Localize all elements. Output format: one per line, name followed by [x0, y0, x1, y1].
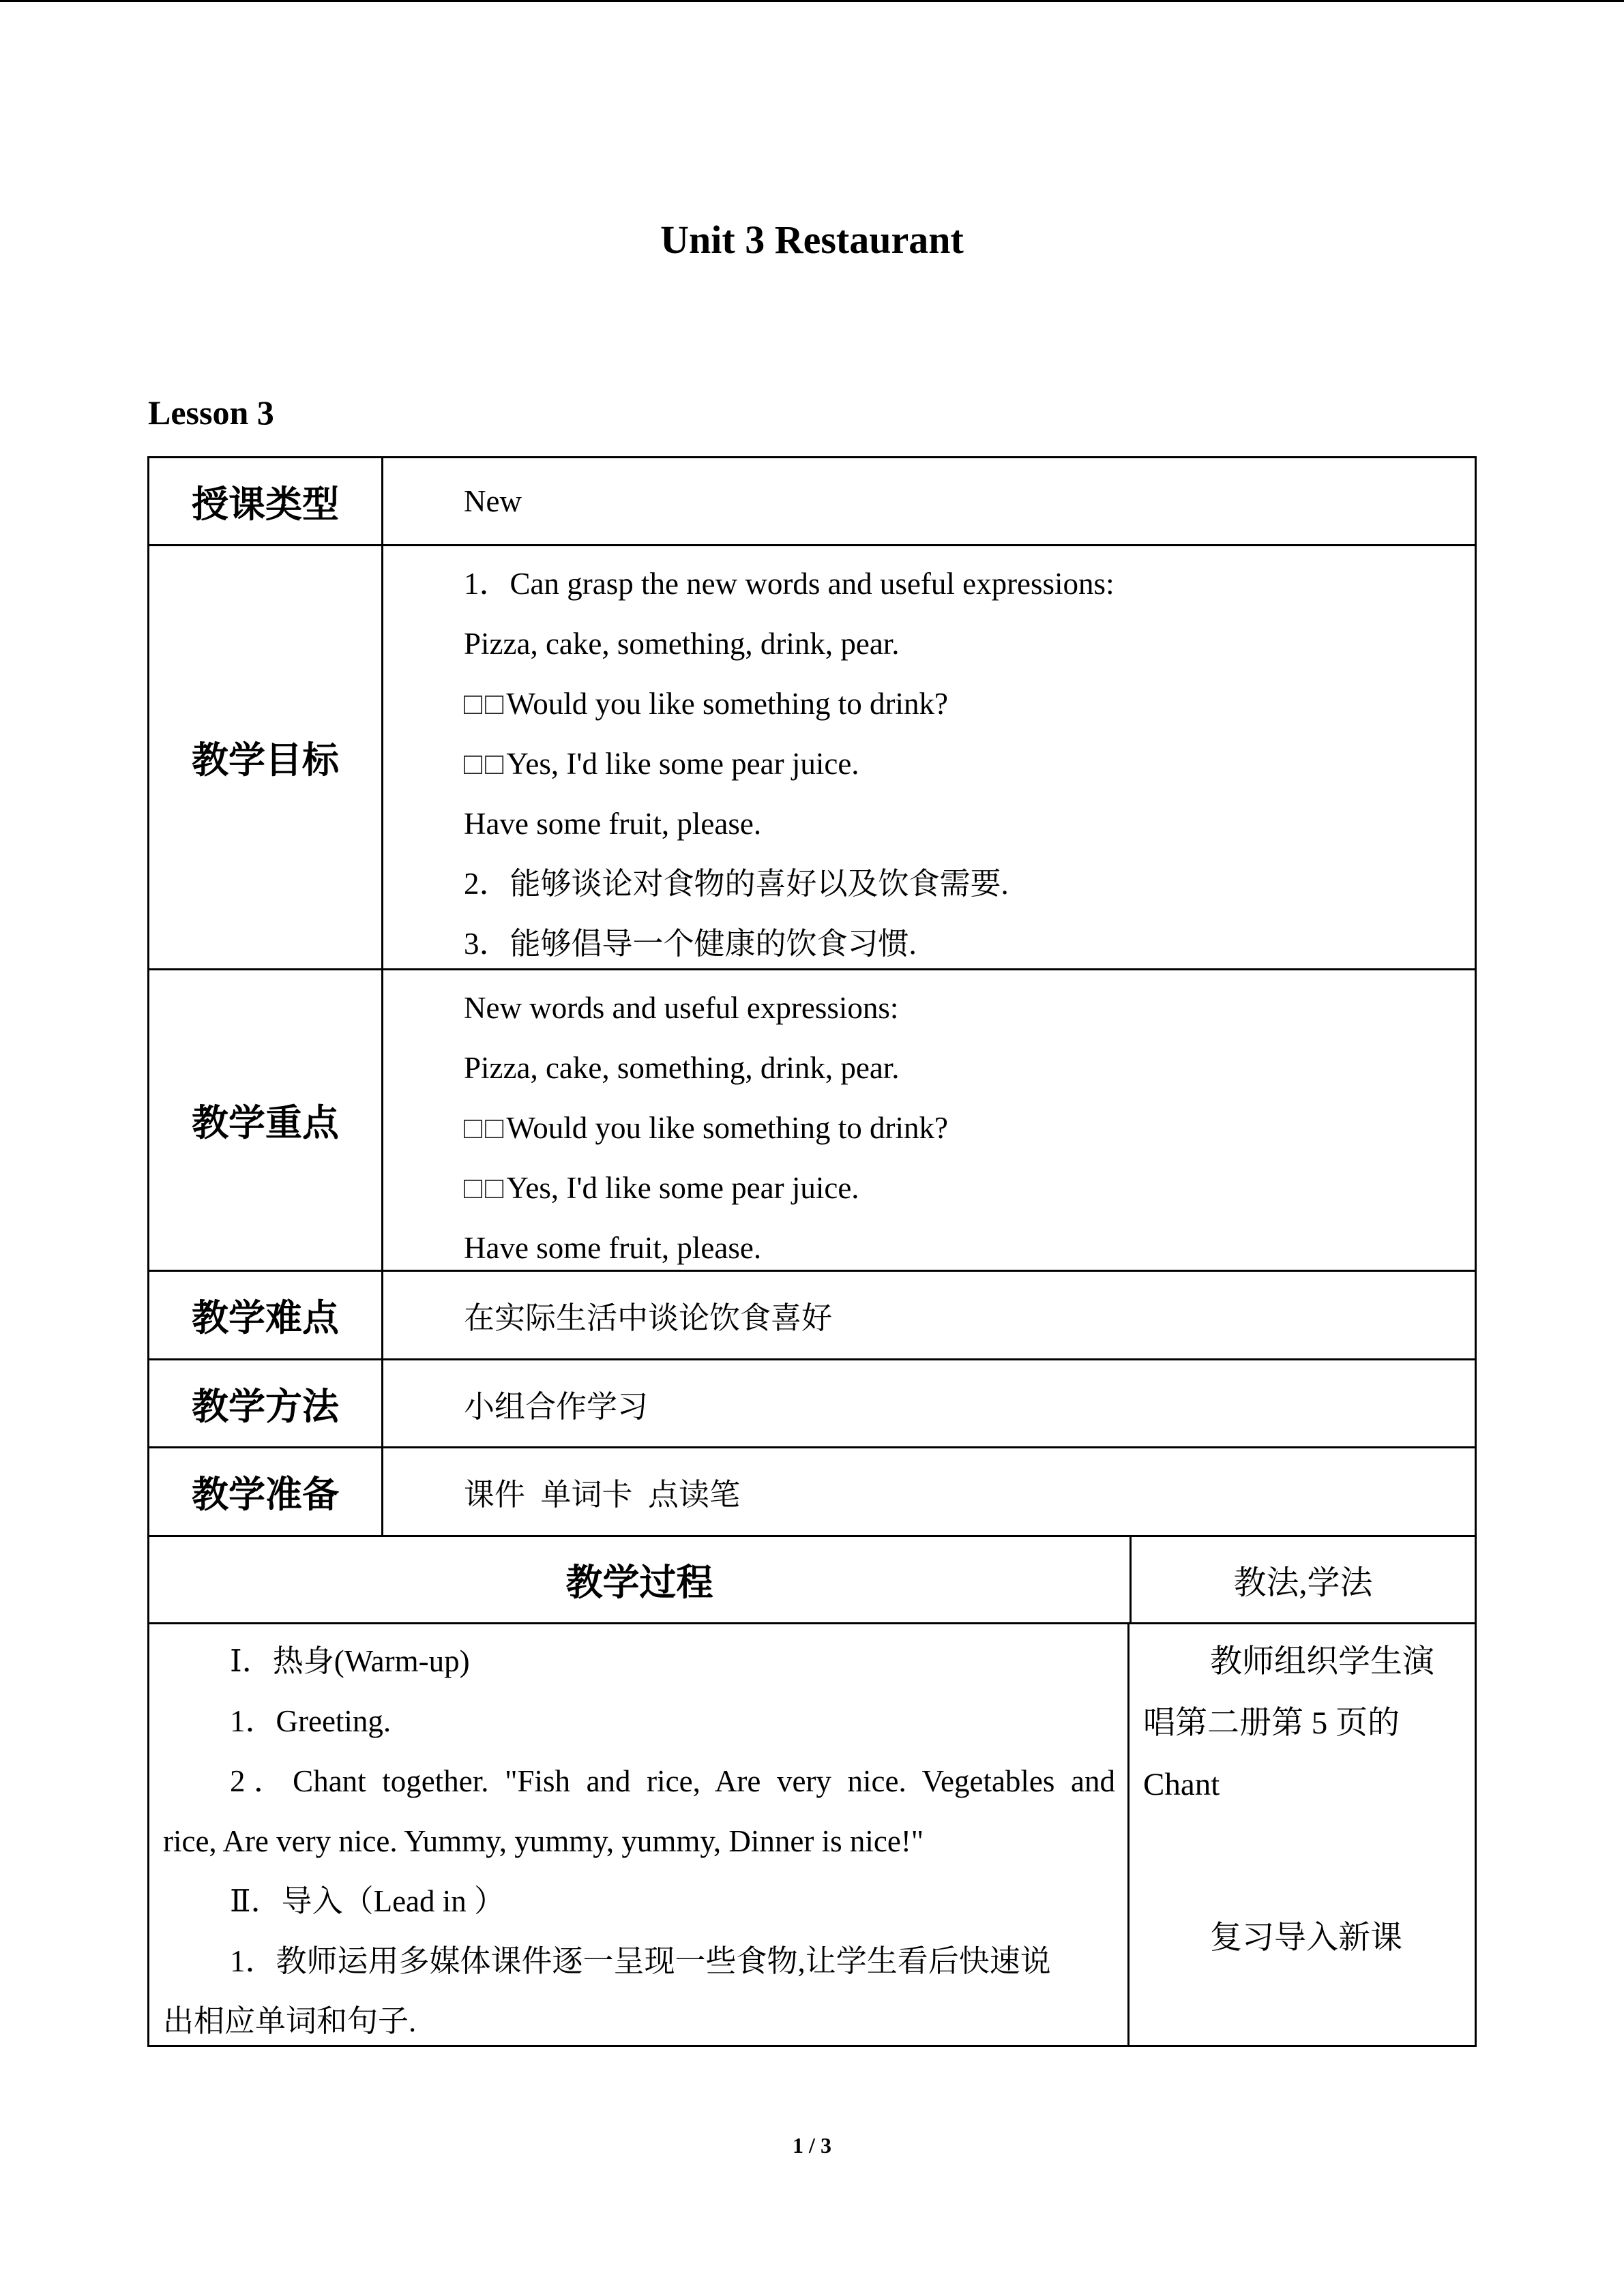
row-key-points — [149, 968, 1475, 1270]
process-line: 1．教师运用多媒体课件逐一呈现一些食物,让学生看后快速说 — [230, 1944, 1051, 1978]
row-label: 授课类型 — [149, 458, 383, 544]
objective-line: 3．能够倡导一个健康的饮食习惯. — [464, 927, 917, 961]
key-point-line: New words and useful expressions: — [464, 991, 899, 1025]
page-number: 1 / 3 — [793, 2133, 831, 2158]
process-content — [149, 1624, 1130, 2045]
row-preparation — [149, 1446, 1475, 1535]
row-process-header — [149, 1535, 1475, 1622]
objective-line: Have some fruit, please. — [464, 807, 762, 841]
method-note: 复习导入新课 — [1210, 1920, 1402, 1956]
method-notes — [1130, 1624, 1475, 2045]
placeholder-box-icon: □□ — [464, 687, 507, 721]
row-label: 教学重点 — [149, 970, 383, 1270]
method-header: 教法,学法 — [1233, 1565, 1373, 1601]
row-value — [383, 970, 1475, 1270]
objective-line: 1．Can grasp the new words and useful expressions: — [464, 567, 1114, 601]
row-value — [383, 546, 1475, 968]
row-value: 小组合作学习 — [464, 1389, 649, 1424]
method-note: 教师组织学生演 — [1210, 1644, 1434, 1680]
row-lesson-type — [149, 458, 1475, 544]
lesson-heading: Lesson 3 — [148, 393, 274, 432]
row-value: 在实际生活中谈论饮食喜好 — [464, 1301, 833, 1335]
row-objectives — [149, 544, 1475, 968]
row-method — [149, 1358, 1475, 1446]
row-process-body — [149, 1622, 1475, 2045]
placeholder-box-icon: □□ — [464, 1111, 507, 1145]
row-difficulties — [149, 1270, 1475, 1358]
process-line: 1．Greeting. — [230, 1704, 392, 1738]
key-point-line: □□Yes, I'd like some pear juice. — [464, 1171, 859, 1205]
row-value: New — [464, 484, 522, 518]
placeholder-box-icon: □□ — [464, 747, 507, 781]
objective-line: □□Would you like something to drink? — [464, 687, 948, 721]
process-line: rice, Are very nice. Yummy, yummy, yummy, Dinner is nice!" — [163, 1824, 924, 1858]
lesson-plan-table — [147, 456, 1477, 2047]
process-header: 教学过程 — [149, 1537, 1132, 1622]
key-point-line: Have some fruit, please. — [464, 1231, 762, 1265]
row-label: 教学难点 — [149, 1272, 383, 1358]
process-line: 出相应单词和句子. — [163, 2004, 417, 2038]
row-value: 课件 单词卡 点读笔 — [464, 1478, 741, 1512]
placeholder-box-icon: □□ — [464, 1171, 507, 1205]
process-line: 2．Chant together. "Fish and rice, Are very nice. Vegetables and — [230, 1764, 1115, 1798]
objective-line: □□Yes, I'd like some pear juice. — [464, 747, 859, 781]
top-rule — [0, 0, 1624, 2]
method-note: 唱第二册第 5 页的 — [1143, 1705, 1400, 1741]
objective-line: 2．能够谈论对食物的喜好以及饮食需要. — [464, 867, 1009, 901]
row-label: 教学准备 — [149, 1448, 383, 1535]
key-point-line: Pizza, cake, something, drink, pear. — [464, 1051, 900, 1085]
document-title: Unit 3 Restaurant — [660, 218, 964, 262]
row-label: 教学方法 — [149, 1360, 383, 1446]
process-line: Ⅱ．导入（Lead in ） — [230, 1884, 505, 1918]
row-label: 教学目标 — [149, 546, 383, 968]
process-line: Ⅰ．热身(Warm-up) — [230, 1644, 470, 1678]
objective-line: Pizza, cake, something, drink, pear. — [464, 627, 900, 661]
method-note: Chant — [1143, 1767, 1220, 1802]
key-point-line: □□Would you like something to drink? — [464, 1111, 948, 1145]
